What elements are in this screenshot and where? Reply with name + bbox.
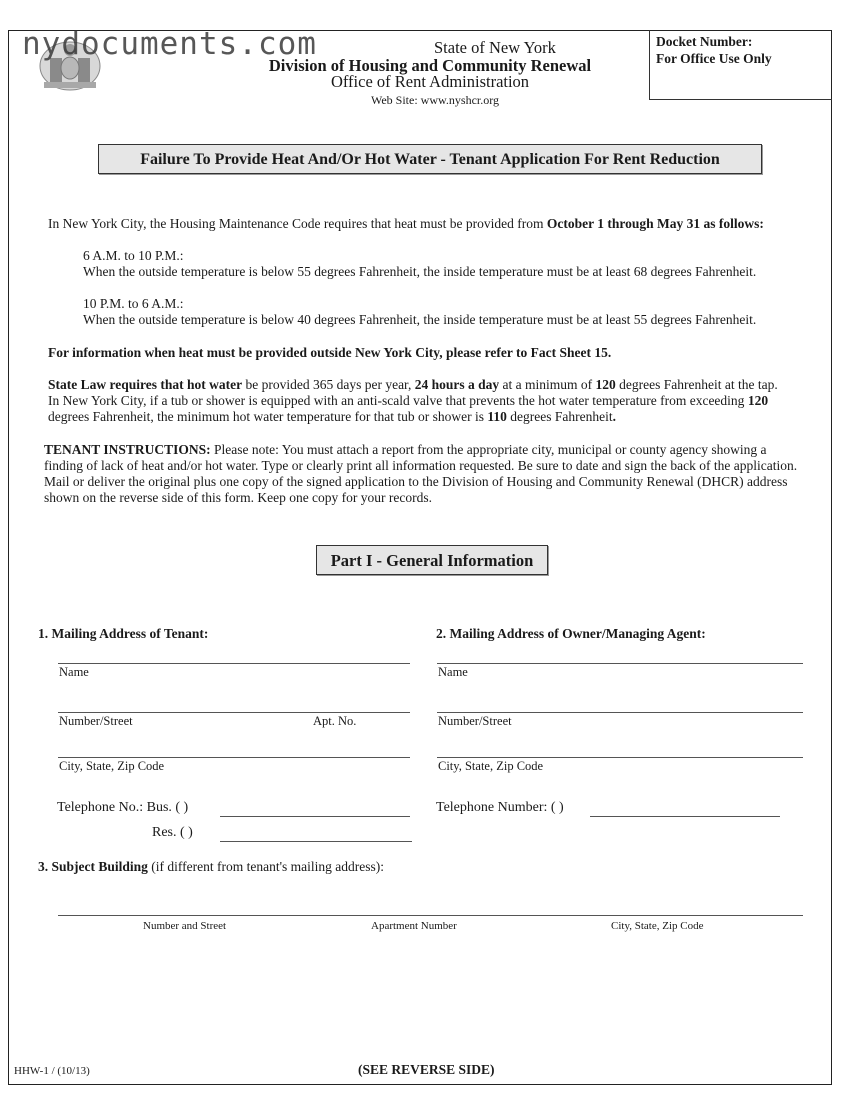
owner-street-label: Number/Street <box>438 714 512 728</box>
hw-l2b: 120 <box>747 393 769 408</box>
tenant-instructions-line1 <box>44 442 767 458</box>
form-id: HHW-1 / (10/13) <box>14 1065 90 1077</box>
heat-period-night: 10 P.M. to 6 A.M.: <box>83 296 184 311</box>
hw-l3d: . <box>612 409 616 424</box>
owner-city-label: City, State, Zip Code <box>438 759 544 773</box>
form-title: Failure To Provide Heat And/Or Hot Water - Tenant Application For Rent Reduction <box>98 144 762 174</box>
hot-water-line3 <box>48 409 616 425</box>
hw-l3a: degrees Fahrenheit, the minimum hot water temperature for that tub or shower is <box>48 409 488 424</box>
owner-street-field[interactable] <box>437 712 803 713</box>
tenant-name-field[interactable] <box>58 663 410 664</box>
owner-address-heading: 2. Mailing Address of Owner/Managing Agent: <box>436 626 706 641</box>
subject-building-field[interactable] <box>58 915 803 916</box>
heat-rule-night: When the outside temperature is below 40 degrees Fahrenheit, the inside temperature must be at least 55 degrees Fahrenheit. <box>83 312 757 327</box>
header-division: Division of Housing and Community Renewal <box>268 56 592 75</box>
tenant-instructions-line4: shown on the reverse side of this form. Keep one copy for your records. <box>44 490 433 505</box>
tenant-city-label: City, State, Zip Code <box>59 759 165 773</box>
docket-label: Docket Number: <box>656 34 753 49</box>
watermark-text: nydocuments.com <box>22 26 317 62</box>
owner-tel-label: Telephone Number: ( ) <box>436 800 564 815</box>
hw-s6: degrees Fahrenheit at the tap. <box>615 377 778 392</box>
tenant-tel-bus-field[interactable] <box>220 816 410 817</box>
tenant-tel-bus-label: Telephone No.: Bus. ( ) <box>57 800 189 815</box>
tenant-name-label: Name <box>59 665 89 679</box>
owner-name-label: Name <box>438 665 468 679</box>
subject-city-label: City, State, Zip Code <box>611 920 704 932</box>
intro-text <box>48 216 764 232</box>
tenant-city-field[interactable] <box>58 757 410 758</box>
owner-city-field[interactable] <box>437 757 803 758</box>
tenant-street-label: Number/Street <box>59 714 133 728</box>
hw-s1: State Law requires that hot water <box>48 377 243 392</box>
outside-nyc-note: For information when heat must be provided outside New York City, please refer to Fact Sheet 15. <box>48 345 612 360</box>
owner-name-field[interactable] <box>437 663 803 664</box>
owner-tel-field[interactable] <box>590 816 780 817</box>
hw-l2a: In New York City, if a tub or shower is equipped with an anti-scald valve that prevents the hot water temperature from exceeding <box>48 393 748 408</box>
ti-l1: Please note: You must attach a report from the appropriate city, municipal or county agency showing a <box>210 442 767 457</box>
subject-apt-label: Apartment Number <box>371 920 457 932</box>
hot-water-line1 <box>48 377 778 393</box>
hot-water-line2 <box>48 393 768 409</box>
docket-box <box>649 30 832 100</box>
intro-text-a: In New York City, the Housing Maintenance Code requires that heat must be provided from <box>48 216 547 231</box>
header-website: Web Site: www.nyshcr.org <box>370 93 500 107</box>
tenant-apt-label: Apt. No. <box>313 714 357 728</box>
office-use-label: For Office Use Only <box>656 51 772 66</box>
tenant-instructions-line3: Mail or deliver the original plus one copy of the signed application to the Division of Housing and Community Renewal (DHCR) address <box>44 474 788 489</box>
subject-street-label: Number and Street <box>143 920 227 932</box>
part1-title: Part I - General Information <box>316 545 548 575</box>
hw-l3b: 110 <box>487 409 507 424</box>
hw-s4: at a minimum of <box>499 377 596 392</box>
see-reverse-note: (SEE REVERSE SIDE) <box>358 1062 495 1077</box>
intro-text-b: October 1 through May 31 as follows: <box>546 216 764 231</box>
tenant-tel-res-field[interactable] <box>220 841 412 842</box>
tenant-tel-res-label: Res. ( ) <box>152 825 193 840</box>
hw-s2: be provided 365 days per year, <box>242 377 415 392</box>
header-office: Office of Rent Administration <box>330 72 530 91</box>
tenant-address-heading: 1. Mailing Address of Tenant: <box>38 626 209 641</box>
header-state: State of New York <box>434 38 556 57</box>
tenant-street-field[interactable] <box>58 712 410 713</box>
subject-building-heading-rest: (if different from tenant's mailing address): <box>147 859 385 874</box>
heat-rule-day: When the outside temperature is below 55 degrees Fahrenheit, the inside temperature must be at least 68 degrees Fahrenheit. <box>83 264 757 279</box>
hw-s3: 24 hours a day <box>414 377 500 392</box>
subject-building-heading <box>38 859 384 875</box>
heat-period-day: 6 A.M. to 10 P.M.: <box>83 248 184 263</box>
subject-building-heading-bold: 3. Subject Building <box>38 859 148 874</box>
tenant-instructions-label: TENANT INSTRUCTIONS: <box>44 442 211 457</box>
hw-l3c: degrees Fahrenheit <box>506 409 613 424</box>
tenant-instructions-line2: finding of lack of heat and/or hot water. Type or clearly print all information requested. Be sure to date and sign the back of the application. <box>44 458 798 473</box>
hw-s5: 120 <box>595 377 616 392</box>
